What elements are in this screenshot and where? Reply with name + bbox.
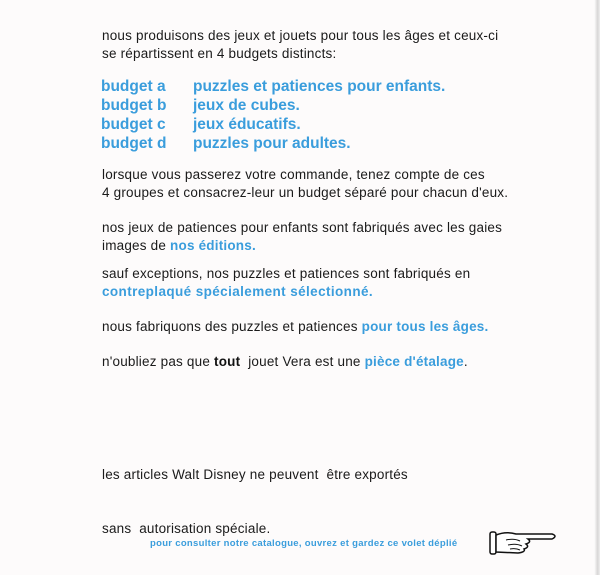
display-paragraph [102,353,468,371]
display-text: n'oubliez pas que [102,354,215,369]
images-highlight: nos éditions. [170,238,256,253]
budget-label: budget d [101,135,167,152]
budget-label: budget c [101,116,166,133]
budget-row [101,115,445,134]
intro-line: se répartissent en 4 budgets distincts: [102,46,337,61]
plywood-paragraph [102,265,470,301]
plywood-highlight: contreplaqué spécialement sélectionné. [102,284,374,299]
images-paragraph [102,219,502,255]
disney-line: les articles Walt Disney ne peuvent être exportés [102,467,408,482]
budget-desc: puzzles et patiences pour enfants. [193,78,446,95]
budget-label: budget a [101,78,166,95]
footer-note: pour consulter notre catalogue, ouvrez et gardez ce volet déplié [150,538,458,549]
display-bold: tout [214,354,241,369]
order-paragraph [102,166,508,202]
order-line: lorsque vous passerez votre commande, tenez compte de ces [102,167,485,182]
page-edge-shadow [594,0,600,575]
display-text: . [463,354,468,369]
intro-paragraph [102,27,498,63]
budget-row [101,96,445,115]
plywood-line: sauf exceptions, nos puzzles et patiences sont fabriqués en [102,266,471,281]
budget-desc: jeux éducatifs. [193,116,301,133]
images-text: images de [102,238,171,253]
ages-highlight: pour tous les âges. [361,319,489,334]
pointing-hand-icon [488,528,562,558]
intro-line: nous produisons des jeux et jouets pour tous les âges et ceux-ci [102,28,499,43]
display-highlight: pièce d'étalage [364,354,464,369]
display-text: jouet Vera est une [240,354,365,369]
budget-desc: jeux de cubes. [193,97,300,114]
budget-row [101,134,445,153]
budget-row [101,77,445,96]
disney-line: sans autorisation spéciale. [102,521,271,536]
budget-list [101,77,445,153]
ages-paragraph [102,318,488,336]
budget-label: budget b [101,97,167,114]
images-line: nos jeux de patiences pour enfants sont fabriqués avec les gaies [102,220,503,235]
ages-text: nous fabriquons des puzzles et patiences [102,319,362,334]
budget-desc: puzzles pour adultes. [193,135,351,152]
order-line: 4 groupes et consacrez-leur un budget séparé pour chacun d'eux. [102,185,509,200]
